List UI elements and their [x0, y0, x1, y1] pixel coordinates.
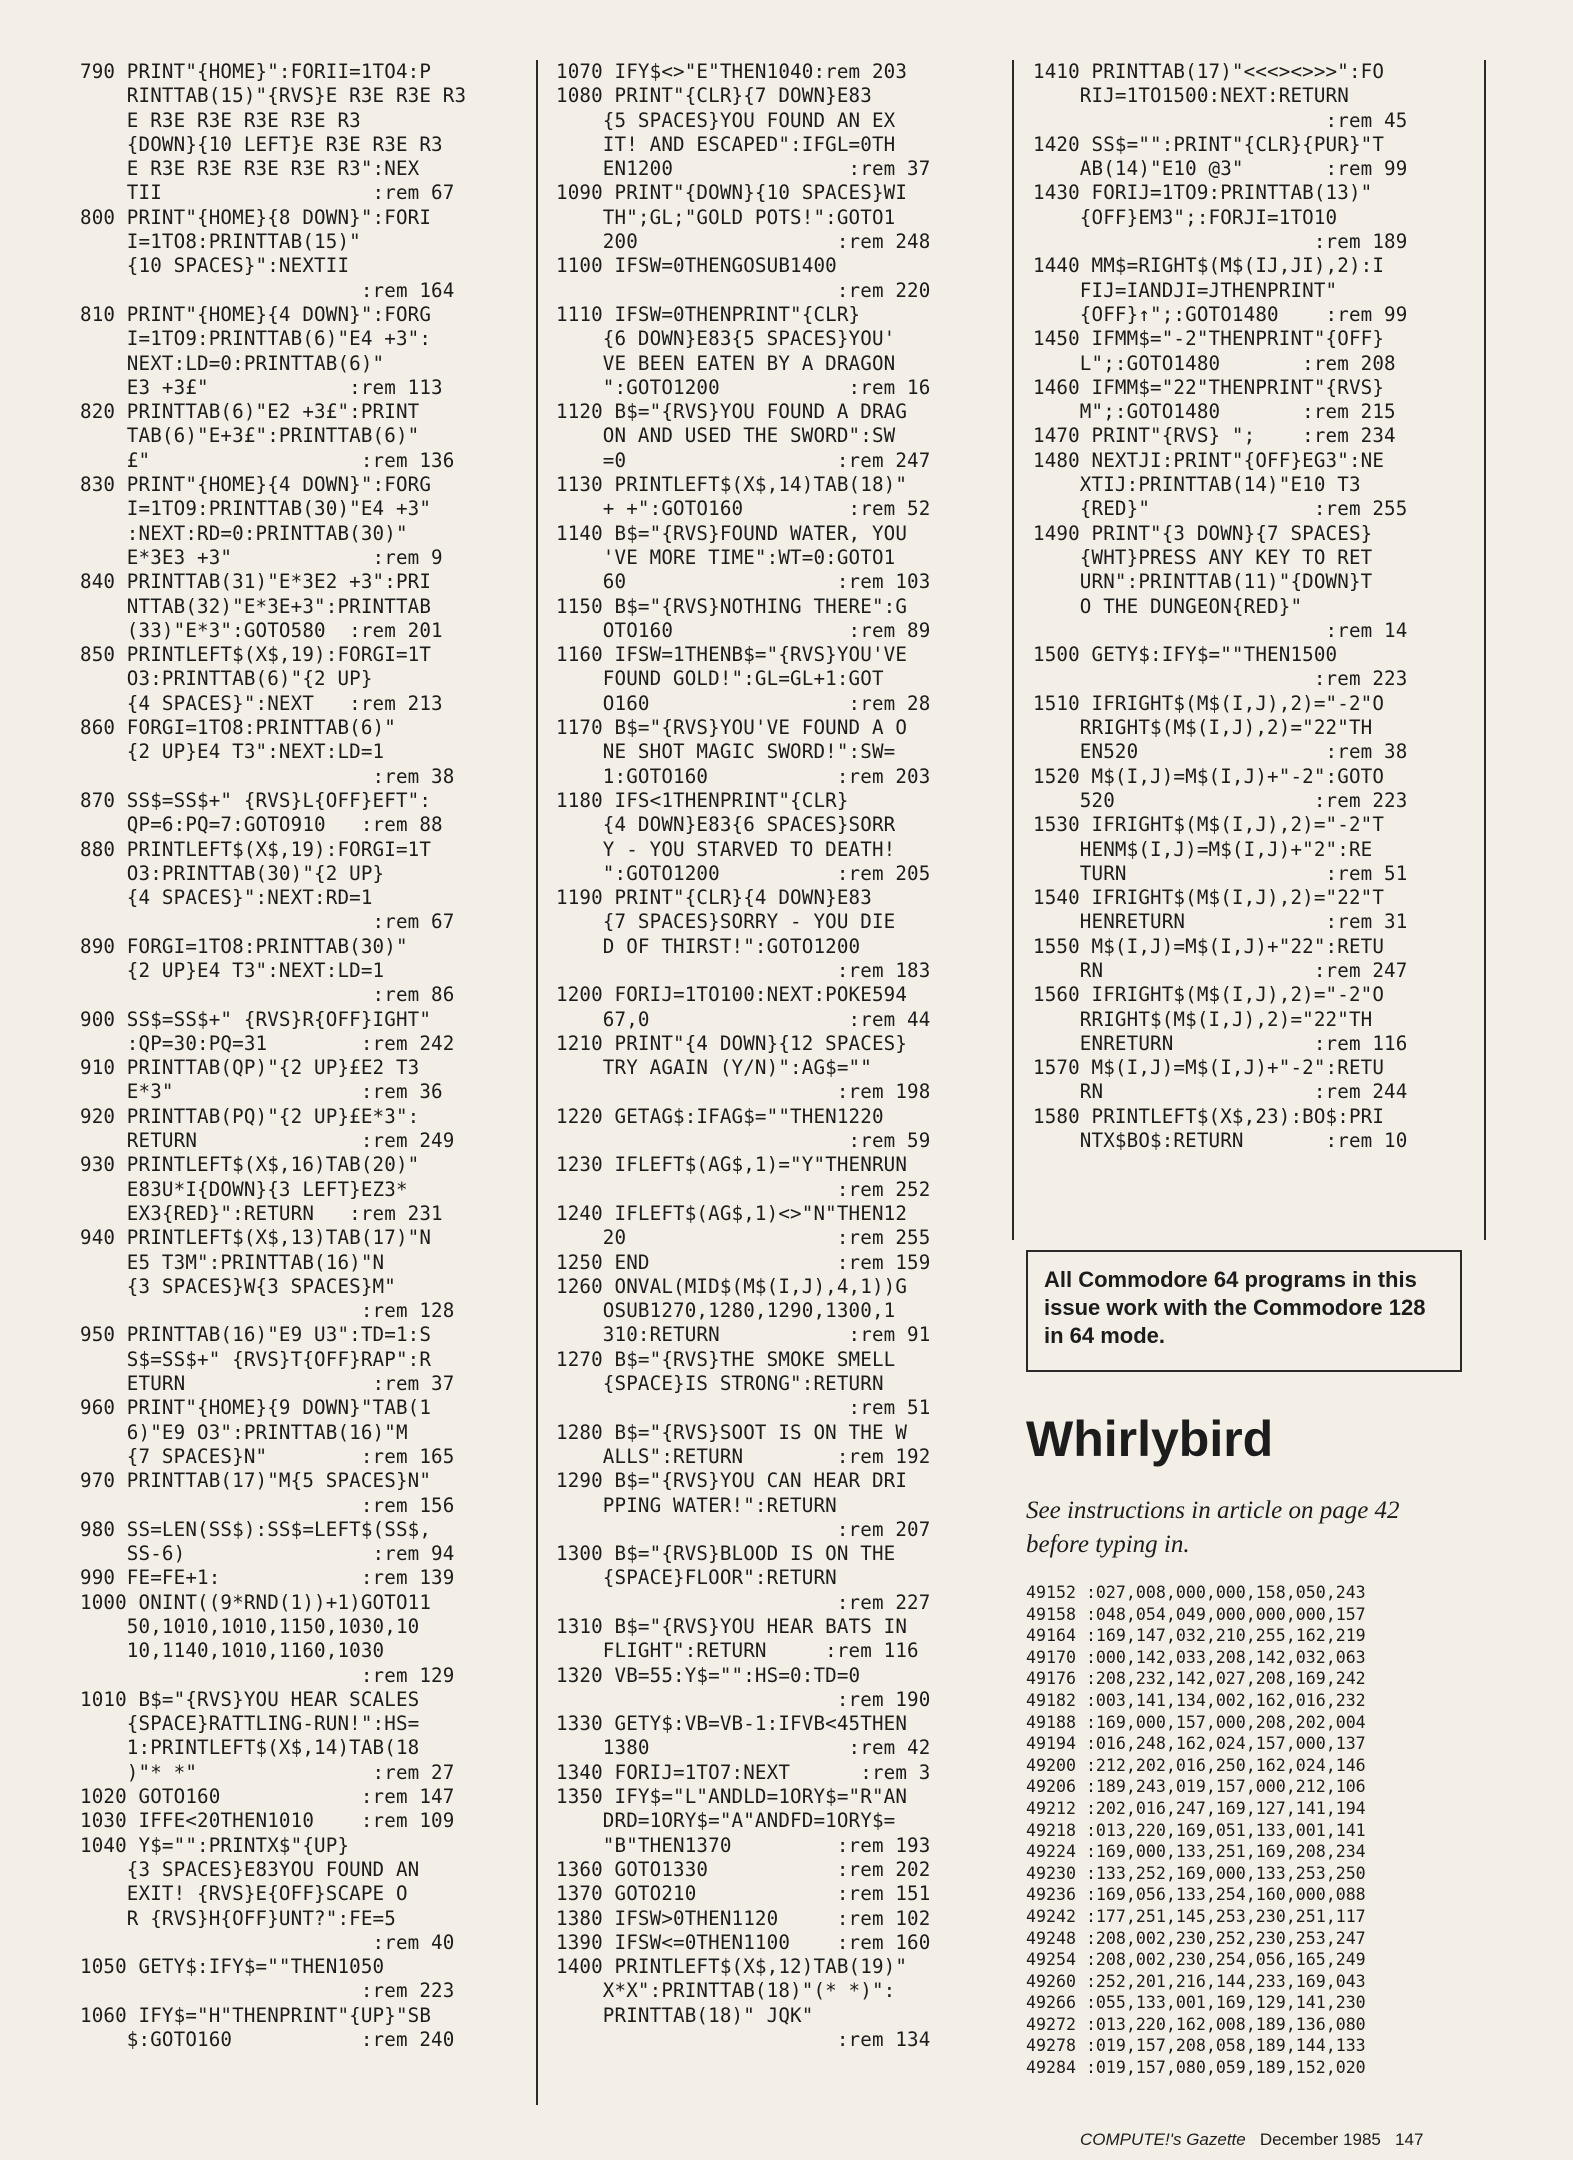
code-line: OSUB1270,1280,1290,1300,1: [556, 1299, 896, 1323]
footer-publication: COMPUTE!'s Gazette: [1080, 2130, 1246, 2149]
code-line: 870 SS$=SS$+" {RVS}L{OFF}EFT":: [80, 788, 432, 812]
code-line: 1260 ONVAL(MID$(M$(I,J),4,1))G: [556, 1274, 908, 1298]
code-line: HENRETURN :rem 31: [1033, 910, 1408, 934]
code-line: ENRETURN :rem 116: [1033, 1031, 1408, 1055]
code-line: {SPACE}RATTLING-RUN!":HS=: [80, 1712, 420, 1736]
code-line: :rem 156: [80, 1493, 455, 1517]
code-line: :rem 190: [556, 1687, 931, 1711]
code-line: {SPACE}FLOOR":RETURN: [556, 1566, 837, 1590]
code-line: SS-6) :rem 94: [80, 1542, 455, 1566]
code-line: :rem 189: [1033, 230, 1408, 254]
code-line: 1:PRINTLEFT$(X$,14)TAB(18: [80, 1736, 420, 1760]
code-line: 850 PRINTLEFT$(X$,19):FORGI=1T: [80, 643, 432, 667]
code-line: TAB(6)"E+3£":PRINTTAB(6)": [80, 424, 420, 448]
listing-column-3: [1033, 60, 1493, 1153]
code-line: 1020 GOTO160 :rem 147: [80, 1785, 455, 1809]
code-line: =0 :rem 247: [556, 448, 931, 472]
column-divider-left: [536, 60, 538, 2105]
code-line: 1580 PRINTLEFT$(X$,23):BO$:PRI: [1033, 1104, 1385, 1128]
code-line: 1150 B$="{RVS}NOTHING THERE":G: [556, 594, 908, 618]
code-line: :rem 51: [556, 1396, 931, 1420]
code-line: 980 SS=LEN(SS$):SS$=LEFT$(SS$,: [80, 1517, 432, 1541]
code-line: 49206 :189,243,019,157,000,212,106: [1026, 1777, 1366, 1797]
code-line: PPING WATER!":RETURN: [556, 1493, 837, 1517]
code-line: 1030 IFFE<20THEN1010 :rem 109: [80, 1809, 455, 1833]
code-line: S$=SS$+" {RVS}T{OFF}RAP":R: [80, 1347, 432, 1371]
code-line: :rem 14: [1033, 618, 1408, 642]
code-line: :rem 128: [80, 1299, 455, 1323]
code-line: :rem 227: [556, 1590, 931, 1614]
code-line: RRIGHT$(M$(I,J),2)="22"TH: [1033, 1007, 1373, 1031]
code-line: 310:RETURN :rem 91: [556, 1323, 931, 1347]
code-line: 1300 B$="{RVS}BLOOD IS ON THE: [556, 1542, 896, 1566]
code-line: VE BEEN EATEN BY A DRAGON: [556, 351, 896, 375]
code-line: 'VE MORE TIME":WT=0:GOTO1: [556, 545, 896, 569]
code-line: 1420 SS$="":PRINT"{CLR}{PUR}"T: [1033, 132, 1385, 156]
code-line: 970 PRINTTAB(17)"M{5 SPACES}N": [80, 1469, 432, 1493]
code-line: 49200 :212,202,016,250,162,024,146: [1026, 1755, 1366, 1775]
code-line: TII :rem 67: [80, 181, 455, 205]
code-line: 1450 IFMM$="-2"THENPRINT"{OFF}: [1033, 327, 1385, 351]
code-line: ":GOTO1200 :rem 16: [556, 375, 931, 399]
code-line: TH";GL;"GOLD POTS!":GOTO1: [556, 205, 896, 229]
program-intro: See instructions in article on page 42 before typing in.: [1026, 1497, 1400, 1558]
code-line: 1380 IFSW>0THEN1120 :rem 102: [556, 1906, 931, 1930]
code-line: 1510 IFRIGHT$(M$(I,J),2)="-2"O: [1033, 691, 1385, 715]
code-line: 49278 :019,157,208,058,189,144,133: [1026, 2036, 1366, 2056]
code-line: EXIT! {RVS}E{OFF}SCAPE O: [80, 1882, 408, 1906]
code-line: 49212 :202,016,247,169,127,141,194: [1026, 1798, 1366, 1818]
code-line: 49224 :169,000,133,251,169,208,234: [1026, 1842, 1366, 1862]
code-line: RINTTAB(15)"{RVS}E R3E R3E R3: [80, 84, 467, 108]
code-line: 1360 GOTO1330 :rem 202: [556, 1857, 931, 1881]
code-line: 1520 M$(I,J)=M$(I,J)+"-2":GOTO: [1033, 764, 1385, 788]
code-line: 1050 GETY$:IFY$=""THEN1050: [80, 1955, 385, 1979]
code-line: :rem 252: [556, 1177, 931, 1201]
code-line: 930 PRINTLEFT$(X$,16)TAB(20)": [80, 1153, 420, 1177]
code-line: FOUND GOLD!":GL=GL+1:GOT: [556, 667, 884, 691]
code-line: E R3E R3E R3E R3E R3":NEX: [80, 157, 420, 181]
code-line: TURN :rem 51: [1033, 861, 1408, 885]
code-line: E R3E R3E R3E R3E R3: [80, 108, 361, 132]
code-line: :rem 134: [556, 2028, 931, 2052]
code-line: 1310 B$="{RVS}YOU HEAR BATS IN: [556, 1615, 908, 1638]
code-line: £" :rem 136: [80, 448, 455, 472]
code-line: 1540 IFRIGHT$(M$(I,J),2)="22"T: [1033, 886, 1385, 910]
code-line: E5 T3M":PRINTTAB(16)"N: [80, 1250, 385, 1274]
code-line: ETURN :rem 37: [80, 1372, 455, 1396]
code-line: 49284 :019,157,080,059,189,152,020: [1026, 2058, 1366, 2078]
code-line: FLIGHT":RETURN :rem 116: [556, 1639, 919, 1663]
code-line: 1210 PRINT"{4 DOWN}{12 SPACES}: [556, 1031, 908, 1055]
code-line: :rem 220: [556, 278, 931, 302]
code-line: 49194 :016,248,162,024,157,000,137: [1026, 1734, 1366, 1754]
code-line: ON AND USED THE SWORD":SW: [556, 424, 896, 448]
code-line: IT! AND ESCAPED":IFGL=0TH: [556, 132, 896, 156]
code-line: 1080 PRINT"{CLR}{7 DOWN}E83: [556, 84, 872, 108]
code-line: 900 SS$=SS$+" {RVS}R{OFF}IGHT": [80, 1007, 432, 1031]
code-line: I=1TO9:PRINTTAB(30)"E4 +3": [80, 497, 432, 521]
code-line: TRY AGAIN (Y/N)":AG$="": [556, 1056, 872, 1080]
code-line: D OF THIRST!":GOTO1200: [556, 934, 861, 958]
code-line: 1560 IFRIGHT$(M$(I,J),2)="-2"O: [1033, 983, 1385, 1007]
code-line: 49230 :133,252,169,000,133,253,250: [1026, 1863, 1366, 1883]
code-line: E83U*I{DOWN}{3 LEFT}EZ3*: [80, 1177, 408, 1201]
code-line: :rem 183: [556, 958, 931, 982]
code-line: 520 :rem 223: [1033, 788, 1408, 812]
footer-date: December 1985: [1259, 2130, 1381, 2149]
code-line: {4 DOWN}E83{6 SPACES}SORR: [556, 813, 896, 837]
code-line: {WHT}PRESS ANY KEY TO RET: [1033, 545, 1373, 569]
code-line: ALLS":RETURN :rem 192: [556, 1444, 931, 1468]
code-line: 1440 MM$=RIGHT$(M$(IJ,JI),2):I: [1033, 254, 1385, 278]
code-line: :rem 223: [80, 1979, 455, 2003]
code-line: {2 UP}E4 T3":NEXT:LD=1: [80, 740, 385, 764]
listing-column-2: [556, 60, 990, 2052]
code-line: :rem 223: [1033, 667, 1408, 691]
code-line: 890 FORGI=1TO8:PRINTTAB(30)": [80, 934, 408, 958]
code-line: O3:PRINTTAB(6)"{2 UP}: [80, 667, 373, 691]
code-line: AB(14)"E10 @3" :rem 99: [1033, 157, 1408, 181]
code-line: 6)"E9 O3":PRINTTAB(16)"M: [80, 1420, 408, 1444]
code-line: {3 SPACES}W{3 SPACES}M": [80, 1274, 396, 1298]
code-line: {10 SPACES}":NEXTII: [80, 254, 350, 278]
code-line: O3:PRINTTAB(30)"{2 UP}: [80, 861, 385, 885]
code-line: {6 DOWN}E83{5 SPACES}YOU': [556, 327, 896, 351]
code-line: {7 SPACES}SORRY - YOU DIE: [556, 910, 896, 934]
code-line: 800 PRINT"{HOME}{8 DOWN}":FORI: [80, 205, 432, 229]
code-line: 840 PRINTTAB(31)"E*3E2 +3":PRI: [80, 570, 432, 594]
code-line: 1270 B$="{RVS}THE SMOKE SMELL: [556, 1347, 896, 1371]
code-line: 1140 B$="{RVS}FOUND WATER, YOU: [556, 521, 908, 545]
code-line: {RED}" :rem 255: [1033, 497, 1408, 521]
code-line: :NEXT:RD=0:PRINTTAB(30)": [80, 521, 408, 545]
code-line: E*3" :rem 36: [80, 1080, 443, 1104]
code-line: 49260 :252,201,216,144,233,169,043: [1026, 1971, 1366, 1991]
code-line: 1500 GETY$:IFY$=""THEN1500: [1033, 643, 1338, 667]
code-line: 1130 PRINTLEFT$(X$,14)TAB(18)": [556, 473, 908, 497]
code-line: 950 PRINTTAB(16)"E9 U3":TD=1:S: [80, 1323, 432, 1347]
code-line: HENM$(I,J)=M$(I,J)+"2":RE: [1033, 837, 1373, 861]
code-line: 1160 IFSW=1THENB$="{RVS}YOU'VE: [556, 643, 908, 667]
code-line: 49272 :013,220,162,008,189,136,080: [1026, 2014, 1366, 2034]
listing-column-1: [80, 60, 510, 2052]
code-line: + +":GOTO160 :rem 52: [556, 497, 931, 521]
code-line: 50,1010,1010,1150,1030,10: [80, 1615, 420, 1638]
code-line: 1000 ONINT((9*RND(1))+1)GOTO11: [80, 1590, 432, 1614]
code-line: (33)"E*3":GOTO580 :rem 201: [80, 618, 443, 642]
code-line: 1290 B$="{RVS}YOU CAN HEAR DRI: [556, 1469, 908, 1493]
code-line: 49176 :208,232,142,027,208,169,242: [1026, 1669, 1366, 1689]
footer-page-number: 147: [1395, 2130, 1424, 2149]
code-line: 1100 IFSW=0THENGOSUB1400: [556, 254, 837, 278]
code-line: 1320 VB=55:Y$="":HS=0:TD=0: [556, 1663, 861, 1687]
code-line: OTO160 :rem 89: [556, 618, 931, 642]
code-line: O160 :rem 28: [556, 691, 931, 715]
code-line: 1280 B$="{RVS}SOOT IS ON THE W: [556, 1420, 908, 1444]
code-line: RETURN :rem 249: [80, 1129, 455, 1153]
code-line: 830 PRINT"{HOME}{4 DOWN}":FORG: [80, 473, 432, 497]
code-line: 1060 IFY$="H"THENPRINT"{UP}"SB: [80, 2003, 432, 2027]
code-line: {OFF}EM3";:FORJI=1TO10: [1033, 205, 1338, 229]
code-line: X*X":PRINTTAB(18)"(* *)":: [556, 1979, 896, 2003]
code-line: :rem 45: [1033, 108, 1408, 132]
page-footer: [1080, 2130, 1423, 2150]
code-line: 49158 :048,054,049,000,000,000,157: [1026, 1604, 1366, 1624]
code-line: :rem 164: [80, 278, 455, 302]
code-line: :rem 129: [80, 1663, 455, 1687]
code-line: 810 PRINT"{HOME}{4 DOWN}":FORG: [80, 302, 432, 326]
code-line: PRINTTAB(18)" JQK": [556, 2003, 814, 2027]
code-line: 1070 IFY$<>"E"THEN1040:rem 203: [556, 60, 908, 83]
code-line: :rem 40: [80, 1930, 455, 1954]
code-line: {DOWN}{10 LEFT}E R3E R3E R3: [80, 132, 443, 156]
code-line: I=1TO9:PRINTTAB(6)"E4 +3":: [80, 327, 432, 351]
code-line: :rem 86: [80, 983, 455, 1007]
code-line: E3 +3£" :rem 113: [80, 375, 443, 399]
whirlybird-data-listing: [1026, 1582, 1366, 2079]
code-line: 1410 PRINTTAB(17)"<<<><>>>":FO: [1033, 60, 1385, 83]
code-line: 1370 GOTO210 :rem 151: [556, 1882, 931, 1906]
code-line: 1230 IFLEFT$(AG$,1)="Y"THENRUN: [556, 1153, 908, 1177]
code-line: 1:GOTO160 :rem 203: [556, 764, 931, 788]
code-line: 910 PRINTTAB(QP)"{2 UP}£E2 T3: [80, 1056, 420, 1080]
code-line: 20 :rem 255: [556, 1226, 931, 1250]
code-line: 49218 :013,220,169,051,133,001,141: [1026, 1820, 1366, 1840]
code-line: E*3E3 +3" :rem 9: [80, 545, 443, 569]
code-line: 860 FORGI=1TO8:PRINTTAB(6)": [80, 716, 396, 740]
code-line: URN":PRINTTAB(11)"{DOWN}T: [1033, 570, 1373, 594]
code-line: :rem 59: [556, 1129, 931, 1153]
code-line: 49182 :003,141,134,002,162,016,232: [1026, 1690, 1366, 1710]
code-line: L";:GOTO1480 :rem 208: [1033, 351, 1396, 375]
code-line: 49164 :169,147,032,210,255,162,219: [1026, 1626, 1366, 1646]
code-line: 49188 :169,000,157,000,208,202,004: [1026, 1712, 1366, 1732]
code-line: RRIGHT$(M$(I,J),2)="22"TH: [1033, 716, 1373, 740]
code-line: EN520 :rem 38: [1033, 740, 1408, 764]
code-line: :rem 67: [80, 910, 455, 934]
code-line: :rem 198: [556, 1080, 931, 1104]
code-line: 990 FE=FE+1: :rem 139: [80, 1566, 455, 1590]
code-line: {3 SPACES}E83YOU FOUND AN: [80, 1857, 420, 1881]
code-line: RN :rem 247: [1033, 958, 1408, 982]
code-line: 60 :rem 103: [556, 570, 931, 594]
code-line: 49254 :208,002,230,254,056,165,249: [1026, 1950, 1366, 1970]
code-line: 1180 IFS<1THENPRINT"{CLR}: [556, 788, 849, 812]
code-line: NEXT:LD=0:PRINTTAB(6)": [80, 351, 385, 375]
code-line: XTIJ:PRINTTAB(14)"E10 T3: [1033, 473, 1361, 497]
code-line: I=1TO8:PRINTTAB(15)": [80, 230, 361, 254]
code-line: DRD=1ORY$="A"ANDFD=1ORY$=: [556, 1809, 896, 1833]
code-line: 1330 GETY$:VB=VB-1:IFVB<45THEN: [556, 1712, 908, 1736]
code-line: 1040 Y$="":PRINTX$"{UP}: [80, 1833, 350, 1857]
code-line: $:GOTO160 :rem 240: [80, 2028, 455, 2052]
code-line: {OFF}↑";:GOTO1480 :rem 99: [1033, 302, 1408, 326]
code-line: 1340 FORIJ=1TO7:NEXT :rem 3: [556, 1760, 931, 1784]
code-line: 960 PRINT"{HOME}{9 DOWN}"TAB(1: [80, 1396, 432, 1420]
code-line: 1390 IFSW<=0THEN1100 :rem 160: [556, 1930, 931, 1954]
code-line: 1480 NEXTJI:PRINT"{OFF}EG3":NE: [1033, 448, 1385, 472]
code-line: 940 PRINTLEFT$(X$,13)TAB(17)"N: [80, 1226, 432, 1250]
code-line: {SPACE}IS STRONG":RETURN: [556, 1372, 884, 1396]
code-line: 10,1140,1010,1160,1030: [80, 1639, 385, 1663]
code-line: 920 PRINTTAB(PQ)"{2 UP}£E*3":: [80, 1104, 420, 1128]
code-line: :rem 38: [80, 764, 455, 788]
code-line: {4 SPACES}":NEXT:RD=1: [80, 886, 373, 910]
code-line: O THE DUNGEON{RED}": [1033, 594, 1303, 618]
code-line: 49242 :177,251,145,253,230,251,117: [1026, 1906, 1366, 1926]
code-line: 790 PRINT"{HOME}":FORII=1TO4:P: [80, 60, 432, 83]
code-line: "B"THEN1370 :rem 193: [556, 1833, 931, 1857]
code-line: {5 SPACES}YOU FOUND AN EX: [556, 108, 896, 132]
code-line: 820 PRINTTAB(6)"E2 +3£":PRINT: [80, 400, 420, 424]
code-line: 1460 IFMM$="22"THENPRINT"{RVS}: [1033, 375, 1385, 399]
code-line: 1550 M$(I,J)=M$(I,J)+"22":RETU: [1033, 934, 1385, 958]
code-line: EN1200 :rem 37: [556, 157, 931, 181]
code-line: 1250 END :rem 159: [556, 1250, 931, 1274]
code-line: 1190 PRINT"{CLR}{4 DOWN}E83: [556, 886, 872, 910]
code-line: 1570 M$(I,J)=M$(I,J)+"-2":RETU: [1033, 1056, 1385, 1080]
code-line: 49170 :000,142,033,208,142,032,063: [1026, 1647, 1366, 1667]
code-line: :rem 207: [556, 1517, 931, 1541]
code-line: {4 SPACES}":NEXT :rem 213: [80, 691, 443, 715]
code-line: 1430 FORIJ=1TO9:PRINTTAB(13)": [1033, 181, 1373, 205]
code-line: 1380 :rem 42: [556, 1736, 931, 1760]
code-line: FIJ=IANDJI=JTHENPRINT": [1033, 278, 1338, 302]
code-line: EX3{RED}":RETURN :rem 231: [80, 1201, 443, 1225]
code-line: 880 PRINTLEFT$(X$,19):FORGI=1T: [80, 837, 432, 861]
code-line: 67,0 :rem 44: [556, 1007, 931, 1031]
column-divider-right: [1012, 60, 1014, 1240]
code-line: R {RVS}H{OFF}UNT?":FE=5: [80, 1906, 396, 1930]
code-line: 1170 B$="{RVS}YOU'VE FOUND A O: [556, 716, 908, 740]
code-line: 49248 :208,002,230,252,230,253,247: [1026, 1928, 1366, 1948]
code-line: )"* *" :rem 27: [80, 1760, 455, 1784]
code-line: 1090 PRINT"{DOWN}{10 SPACES}WI: [556, 181, 908, 205]
code-line: 1110 IFSW=0THENPRINT"{CLR}: [556, 302, 861, 326]
code-line: Y - YOU STARVED TO DEATH!: [556, 837, 896, 861]
code-line: 1400 PRINTLEFT$(X$,12)TAB(19)": [556, 1955, 908, 1979]
code-line: 1120 B$="{RVS}YOU FOUND A DRAG: [556, 400, 908, 424]
code-line: 1470 PRINT"{RVS} "; :rem 234: [1033, 424, 1396, 448]
code-line: 49152 :027,008,000,000,158,050,243: [1026, 1583, 1366, 1602]
code-line: 200 :rem 248: [556, 230, 931, 254]
code-line: NTTAB(32)"E*3E+3":PRINTTAB: [80, 594, 432, 618]
code-line: :QP=30:PQ=31 :rem 242: [80, 1031, 455, 1055]
program-title: Whirlybird: [1026, 1411, 1274, 1467]
code-line: 1200 FORIJ=1TO100:NEXT:POKE594: [556, 983, 908, 1007]
code-line: RIJ=1TO1500:NEXT:RETURN: [1033, 84, 1349, 108]
compatibility-notice: All Commodore 64 programs in this issue work with the Commodore 128 in 64 mode.: [1026, 1250, 1462, 1372]
code-line: RN :rem 244: [1033, 1080, 1408, 1104]
code-line: 1490 PRINT"{3 DOWN}{7 SPACES}: [1033, 521, 1373, 545]
code-line: {2 UP}E4 T3":NEXT:LD=1: [80, 958, 385, 982]
code-line: 1350 IFY$="L"ANDLD=1ORY$="R"AN: [556, 1785, 908, 1809]
code-line: M";:GOTO1480 :rem 215: [1033, 400, 1396, 424]
code-line: 49266 :055,133,001,169,129,141,230: [1026, 1993, 1366, 2013]
code-line: 1010 B$="{RVS}YOU HEAR SCALES: [80, 1687, 420, 1711]
code-line: 1240 IFLEFT$(AG$,1)<>"N"THEN12: [556, 1201, 908, 1225]
code-line: 49236 :169,056,133,254,160,000,088: [1026, 1885, 1366, 1905]
code-line: 1530 IFRIGHT$(M$(I,J),2)="-2"T: [1033, 813, 1385, 837]
code-line: ":GOTO1200 :rem 205: [556, 861, 931, 885]
code-line: NTX$BO$:RETURN :rem 10: [1033, 1129, 1408, 1153]
code-line: NE SHOT MAGIC SWORD!":SW=: [556, 740, 896, 764]
code-line: {7 SPACES}N" :rem 165: [80, 1444, 455, 1468]
code-line: 1220 GETAG$:IFAG$=""THEN1220: [556, 1104, 884, 1128]
code-line: QP=6:PQ=7:GOTO910 :rem 88: [80, 813, 443, 837]
